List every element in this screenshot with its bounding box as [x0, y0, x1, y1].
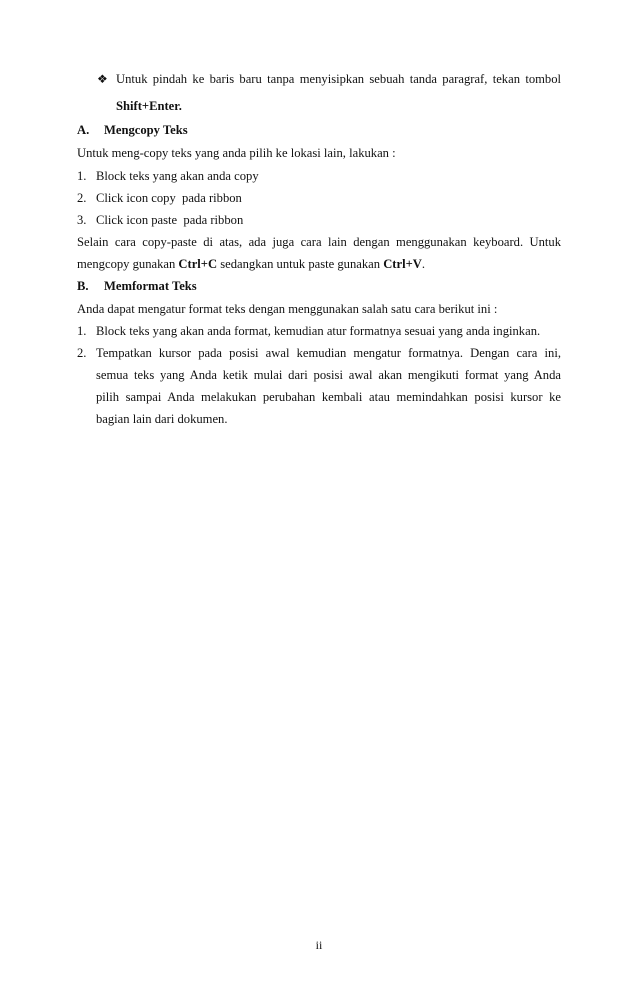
- list-item-number: 1.: [77, 169, 87, 183]
- section-a-title: Mengcopy Teks: [104, 123, 188, 137]
- paragraph-text: mengcopy gunakan: [77, 257, 179, 271]
- paragraph-text: sedangkan untuk paste gunakan: [217, 257, 384, 271]
- bullet-text-line-1: Untuk pindah ke baris baru tanpa menyisipkan sebuah tanda paragraf, tekan tombol: [116, 72, 561, 86]
- list-item-number: 3.: [77, 213, 87, 227]
- list-item-text: Block teks yang akan anda copy: [96, 169, 259, 183]
- list-item-text: Click icon copy pada ribbon: [96, 191, 242, 205]
- list-item-text: Block teks yang akan anda format, kemudian atur formatnya sesuai yang anda inginkan.: [96, 324, 541, 338]
- list-item-text-line-1: Tempatkan kursor pada posisi awal kemudian mengatur formatnya. Dengan cara ini,: [96, 346, 561, 360]
- section-a-intro: Untuk meng-copy teks yang anda pilih ke lokasi lain, lakukan :: [77, 146, 396, 160]
- list-item-number: 2.: [77, 191, 87, 205]
- section-b-intro: Anda dapat mengatur format teks dengan menggunakan salah satu cara berikut ini :: [77, 302, 498, 316]
- list-item: [77, 168, 561, 184]
- list-item: [77, 212, 561, 228]
- list-item-text-line-2: semua teks yang Anda ketik mulai dari posisi awal akan mengikuti format yang Anda: [96, 368, 561, 382]
- page-number: ii: [315, 938, 323, 952]
- section-a-marker: A.: [77, 123, 90, 137]
- section-a-heading: [77, 122, 561, 138]
- section-b-title: Memformat Teks: [104, 279, 197, 293]
- list-item-number: 1.: [77, 324, 87, 338]
- section-b-heading: [77, 278, 561, 294]
- shortcut-copy: Ctrl+C: [178, 257, 218, 271]
- paragraph-text: .: [421, 257, 426, 271]
- list-item-text: Click icon paste pada ribbon: [96, 213, 244, 227]
- list-item: [77, 323, 561, 339]
- list-item: [77, 190, 561, 206]
- list-item-number: 2.: [77, 346, 87, 360]
- diamond-bullet-icon: ❖: [97, 72, 108, 86]
- bullet-text-line-2: Shift+Enter.: [116, 99, 182, 113]
- section-b-marker: B.: [77, 279, 89, 293]
- section-a-paragraph-line-2: [77, 256, 561, 272]
- list-item-text-line-3: pilih sampai Anda melakukan perubahan kembali atau memindahkan posisi kursor ke: [96, 390, 561, 404]
- list-item-text-line-4: bagian lain dari dokumen.: [96, 412, 228, 426]
- shortcut-paste: Ctrl+V: [383, 257, 422, 271]
- section-a-paragraph-line-1: Selain cara copy-paste di atas, ada juga cara lain dengan menggunakan keyboard. Untuk: [77, 235, 561, 249]
